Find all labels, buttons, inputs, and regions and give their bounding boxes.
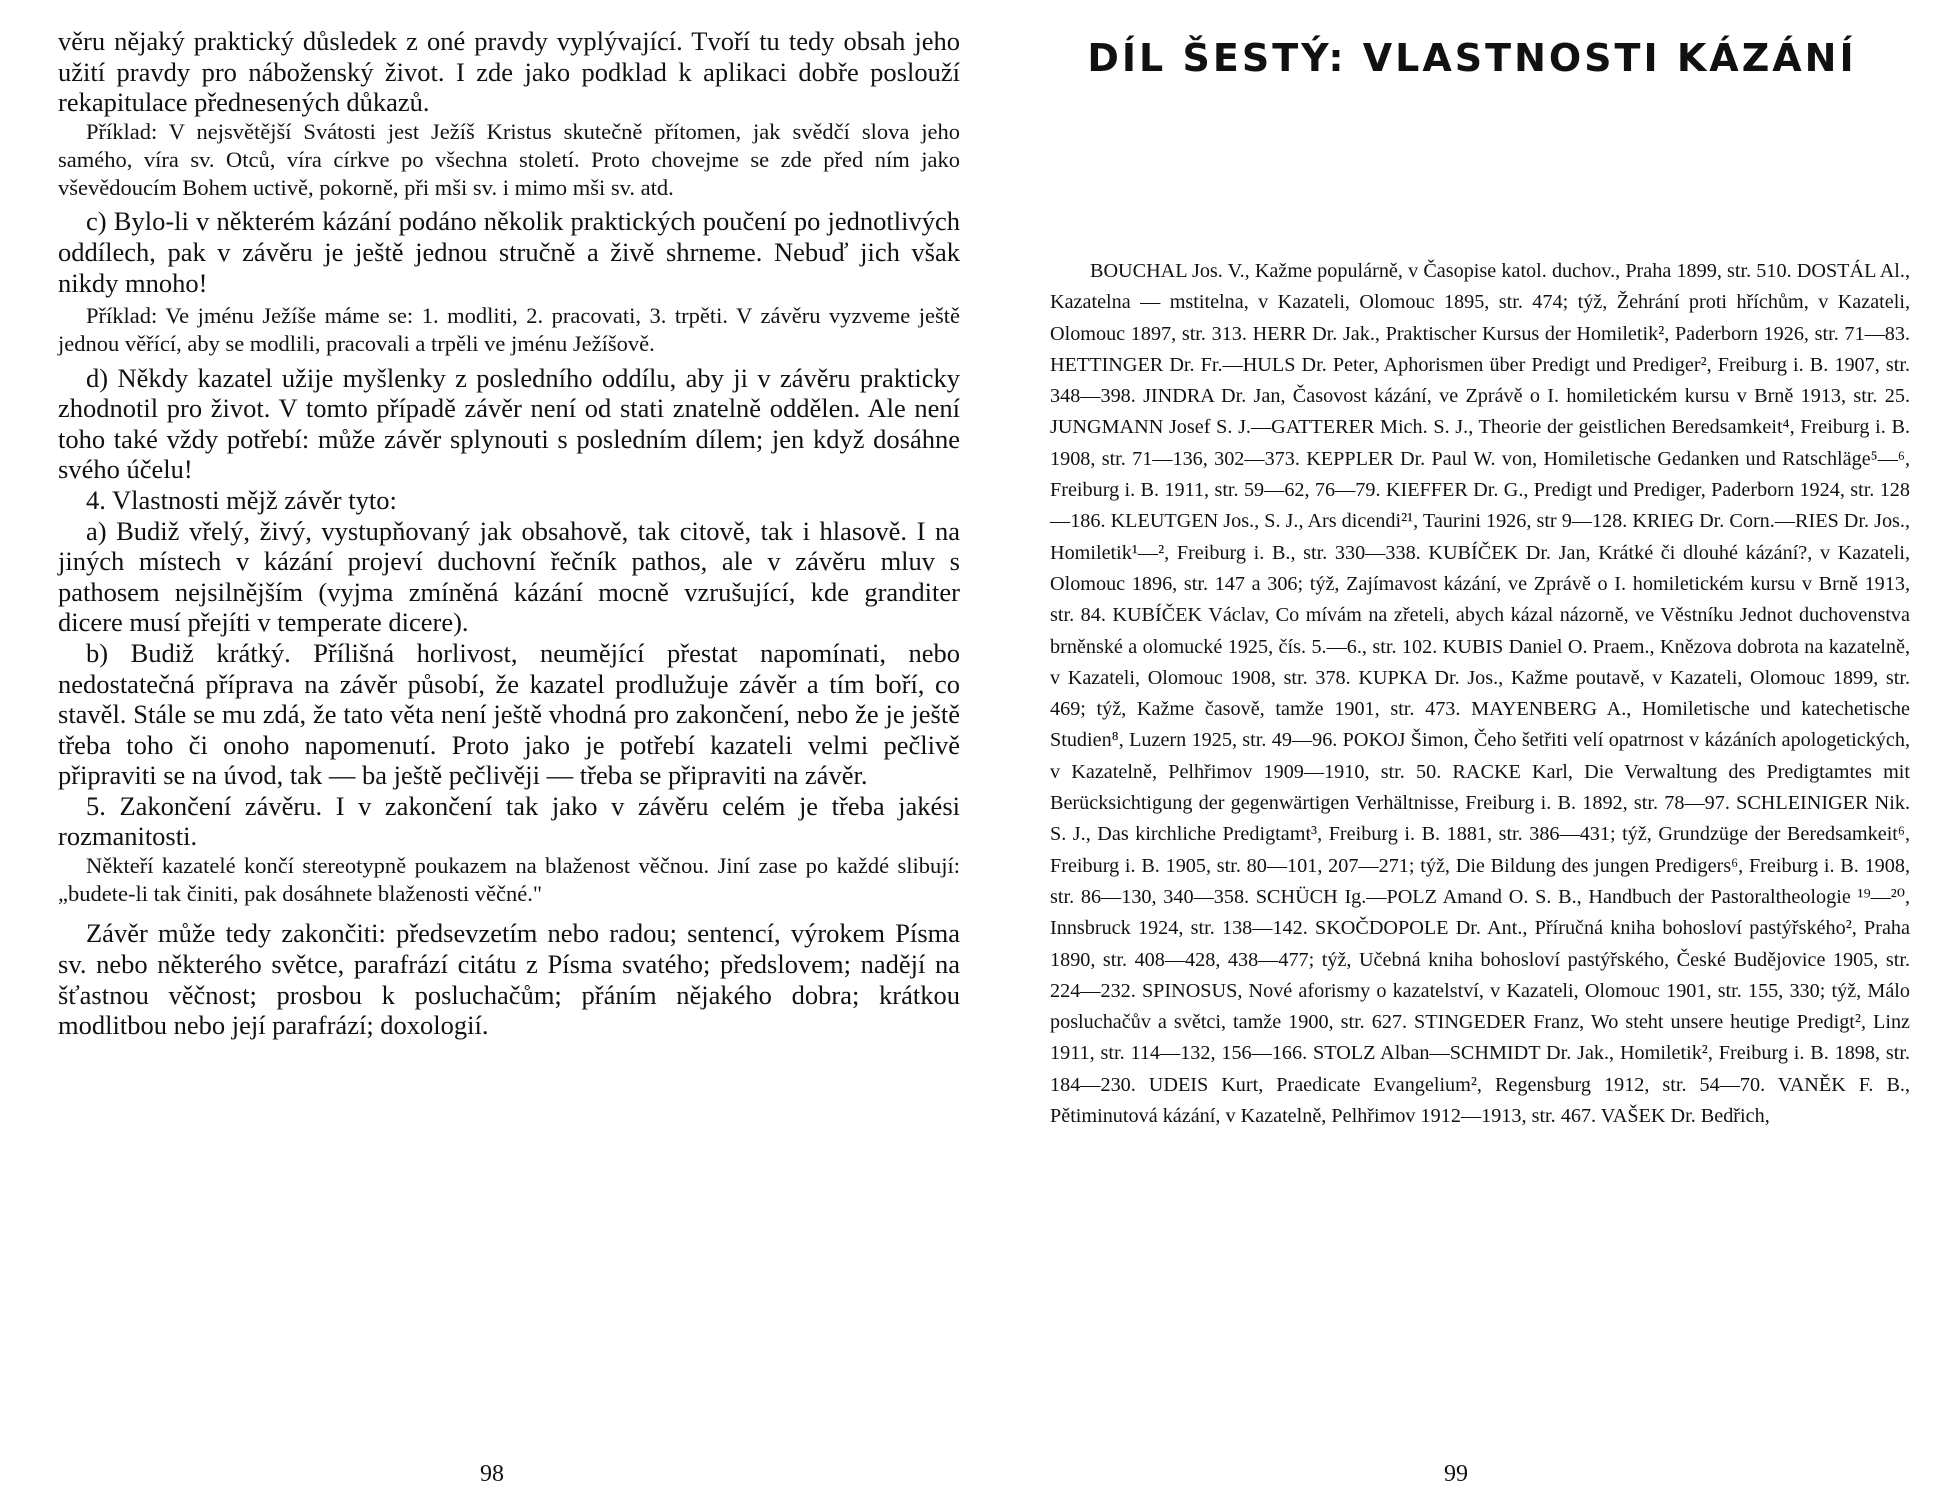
right-page xyxy=(978,0,1956,1500)
properties-heading: 4. Vlastnosti mějž závěr tyto: xyxy=(86,484,397,515)
point-d-paragraph: d) Někdy kazatel užije myšlenky z posledního oddílu, aby ji v závěru prakticky zhodnotil pro život. V tomto případě závěr není od stati znatelně oddělen. Ale není toho také vždy potřebí: může závěr splynouti s posledním dílem; jen když dosáhne svého účelu! xyxy=(58,362,960,485)
point-a-paragraph: a) Budiž vřelý, živý, vystupňovaný jak obsahově, tak citově, tak i hlasově. I na jiných místech v kázání projeví duchovní řečník pathos, ale v závěru mluv s pathosem nejsilnějším (vyjma zmíněná kázání mocně vzrušující, kde granditer dicere musí přejíti v temperate dicere). xyxy=(58,515,960,638)
conclusion-ending-paragraph: 5. Zakončení závěru. I v zakončení tak jako v závěru celém je třeba jakési rozmanitosti. xyxy=(58,790,960,852)
page-number-left: 98 xyxy=(480,1461,504,1487)
bibliography-paragraph: BOUCHAL Jos. V., Kažme populárně, v Časopise katol. duchov., Praha 1899, str. 510. DOSTÁL Al., Kazatelna — mstitelna, v Kazateli, Olomouc 1895, str. 474; týž, Žehrání proti hříchům, v Kazateli, Olomouc 1897, str. 313. HERR Dr. Jak., Praktischer Kursus der Homiletik², Paderborn 1926, str. 71—83. HETTINGER Dr. Fr.—HULS Dr. Peter, Aphorismen über Predigt und Prediger², Freiburg i. B. 1907, str. 348—398. JINDRA Dr. Jan, Časovost kázání, ve Zprávě o I. homiletickém kursu v Brně 1913, str. 25. JUNGMANN Josef S. J.—GATTERER Mich. S. J., Theorie der geistlichen Beredsamkeit⁴, Freiburg i. B. 1908, str. 71—136, 302—373. KEPPLER Dr. Paul W. von, Homiletische Gedanken und Ratschläge⁵—⁶, Freiburg i. B. 1911, str. 59—62, 76—79. KIEFFER Dr. G., Predigt und Prediger, Paderborn 1924, str. 128—186. KLEUTGEN Jos., S. J., Ars dicendi²¹, Taurini 1926, str 9—128. KRIEG Dr. Corn.—RIES Dr. Jos., Homiletik¹—², Freiburg i. B., str. 330—338. KUBÍČEK Dr. Jan, Krátké či dlouhé kázání?, v Kazateli, Olomouc 1896, str. 147 a 306; týž, Zajímavost kázání, ve Zprávě o I. homiletickém kursu v Brně 1913, str. 84. KUBÍČEK Václav, Co mívám na zřeteli, abych kázal názorně, ve Věstníku Jednot duchovenstva brněnské a olomucké 1925, čís. 5.—6., str. 102. KUBIS Daniel O. Praem., Knězova dobrota na kazatelně, v Kazateli, Olomouc 1908, str. 378. KUPKA Dr. Jos., Kažme poutavě, v Kazateli, Olomouc 1899, str. 469; týž, Kažme časově, tamže 1901, str. 473. MAYENBERG A., Homiletische und katechetische Studien⁸, Luzern 1925, str. 49—96. POKOJ Šimon, Čeho šetřiti velí opatrnost v kázáních apologetických, v Kazatelně, Pelhřimov 1909—1910, str. 50. RACKE Karl, Die Verwaltung des Predigtamtes mit Berücksichtigung der gegenwärtigen Verhältnisse, Freiburg i. B. 1892, str. 78—97. SCHLEINIGER Nik. S. J., Das kirchliche Predigtamt³, Freiburg i. B. 1881, str. 386—431; týž, Grundzüge der Beredsamkeit⁶, Freiburg i. B. 1905, str. 80—101, 207—271; týž, Die Bildung des jungen Predigers⁶, Freiburg i. B. 1908, str. 86—130, 340—358. SCHÜCH Ig.—POLZ Amand O. S. B., Handbuch der Pastoraltheologie ¹⁹—²⁰, Innsbruck 1924, str. 138—142. SKOČDOPOLE Dr. Ant., Příručná kniha bohosloví pastýřského², Praha 1890, str. 408—428, 438—477; týž, Učebná kniha bohosloví pastýřského, České Budějovice 1905, str. 224—232. SPINOSUS, Nové aforismy o kazatelství, v Kazateli, Olomouc 1901, str. 155, 330; týž, Málo posluchačův a světci, tamže 1900, str. 627. STINGEDER Franz, Wo steht unsere heutige Predigt², Linz 1911, str. 114—132, 156—166. STOLZ Alban—SCHMIDT Dr. Jak., Homiletik², Freiburg i. B. 1898, str. 184—230. UDEIS Kurt, Praedicate Evangelium², Regensburg 1912, str. 54—70. VANĚK F. B., Pětiminutová kázání, v Kazatelně, Pelhřimov 1912—1913, str. 467. VAŠEK Dr. Bedřich, xyxy=(1050,260,1910,1128)
point-c-paragraph: c) Bylo-li v některém kázání podáno několik praktických poučení po jednotlivých oddílech, pak v závěru je ještě jednou stručně a živě shrneme. Nebuď jich však nikdy mnoho! xyxy=(58,206,960,298)
example-paragraph-1: Příklad: V nejsvětější Svátosti jest Ježíš Kristus skutečně přítomen, jak svědčí slova jeho samého, víra sv. Otců, víra církve po všechna století. Proto chovejme se zde před ním jako vševědoucím Bohem uctivě, pokorně, při mši sv. i mimo mši sv. atd. xyxy=(58,118,960,201)
chapter-title: DÍL ŠESTÝ: VLASTNOSTI KÁZÁNÍ xyxy=(1087,36,1857,80)
point-b-paragraph: b) Budiž krátký. Přílišná horlivost, neumějící přestat napomínati, nebo nedostatečná příprava na závěr působí, že kazatel prodlužuje závěr a tím boří, co stavěl. Stále se mu zdá, že tato věta není ještě vhodná pro zakončení, nebo že je ještě třeba toho či onoho napomenutí. Proto jako je potřebí kazateli velmi pečlivě připraviti se na úvod, tak — ba ještě pečlivěji — třeba se připraviti na závěr. xyxy=(58,637,960,791)
ending-options-paragraph: Závěr může tedy zakončiti: předsevzetím nebo radou; sentencí, výrokem Písma sv. nebo některého světce, parafrází citátu z Písma svatého; předslovem; nadějí na šťastnou věčnost; prosbou k posluchačům; přáním nějakého dobra; krátkou modlitbou nebo její parafrází; doxologií. xyxy=(58,918,960,1041)
example-paragraph-2: Příklad: Ve jménu Ježíše máme se: 1. modliti, 2. pracovati, 3. trpěti. V závěru vyzveme ještě jednou věřící, aby se modlili, pracovali a trpěli ve jménu Ježíšově. xyxy=(58,303,960,357)
left-paragraph-1: věru nějaký praktický důsledek z oné pravdy vyplývající. Tvoří tu tedy obsah jeho užití pravdy pro náboženský život. I zde jako podklad k aplikaci dobře poslouží rekapitulace přednesených důkazů. xyxy=(58,26,960,118)
stereotype-paragraph: Někteří kazatelé končí stereotypně poukazem na blaženost věčnou. Jiní zase po každé slibují: „budete-li tak činiti, pak dosáhnete blaženosti věčné." xyxy=(58,853,960,907)
page-number-right: 99 xyxy=(1444,1461,1468,1487)
